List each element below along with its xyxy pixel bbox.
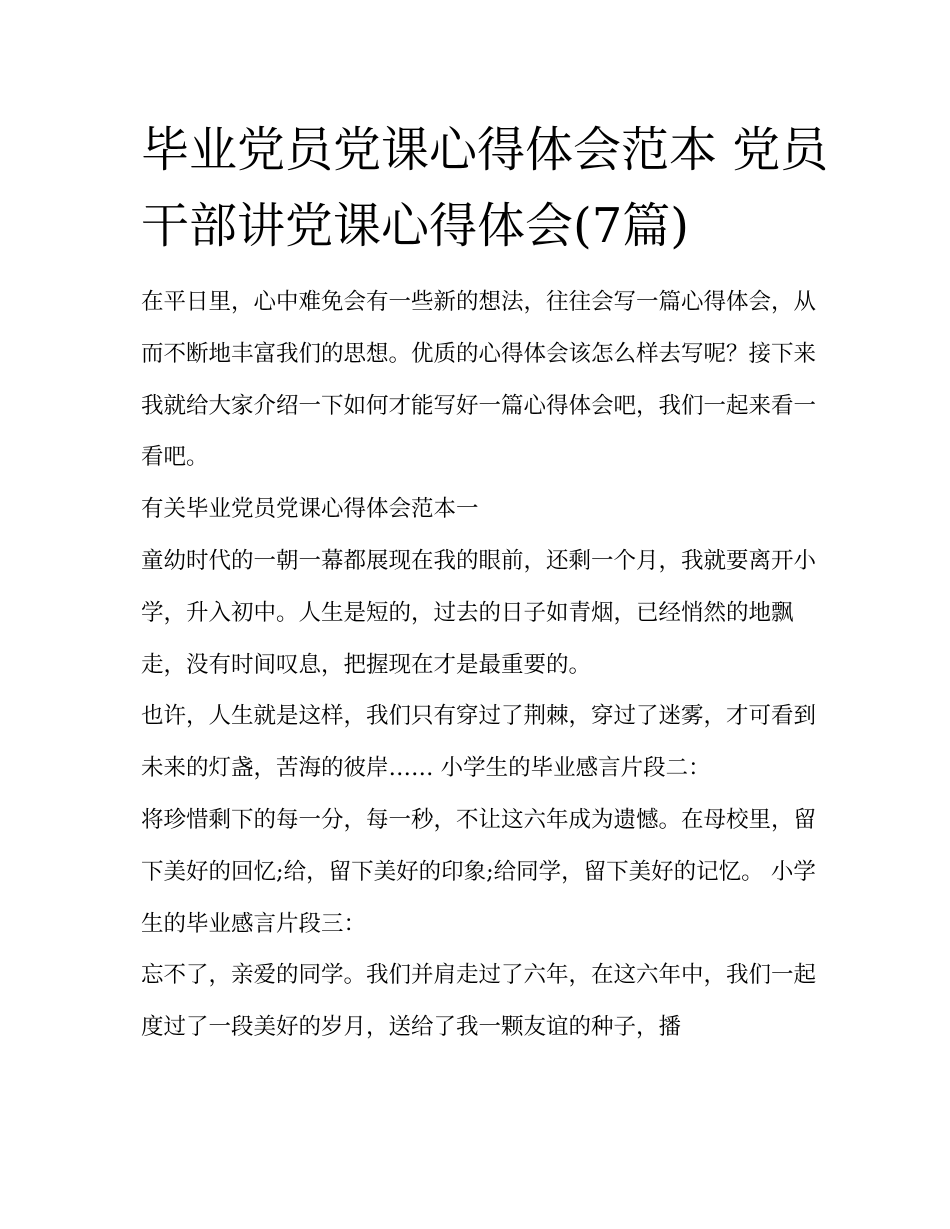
- paragraph: 忘不了，亲爱的同学。我们并肩走过了六年，在这六年中，我们一起度过了一段美好的岁月，送给了我一颗友谊的种子，播: [141, 962, 817, 1041]
- paragraph: 童幼时代的一朝一幕都展现在我的眼前，还剩一个月，我就要离开小学，升入初中。人生是短的，过去的日子如青烟，已经悄然的地飘走，没有时间叹息，把握现在才是最重要的。: [141, 547, 817, 678]
- paragraph: 将珍惜剩下的每一分，每一秒，不让这六年成为遗憾。在母校里，留下美好的回忆;给，留下美好的印象;给同学，留下美好的记忆。 小学生的毕业感言片段三：: [141, 806, 817, 937]
- section-heading: 有关毕业党员党课心得体会范本一: [141, 496, 479, 523]
- document-title: 毕业党员党课心得体会范本 党员干部讲党课心得体会(7篇): [141, 122, 829, 254]
- document-body: [141, 277, 821, 1054]
- paragraph-intro: 在平日里，心中难免会有一些新的想法，往往会写一篇心得体会，从而不断地丰富我们的思想。优质的心得体会该怎么样去写呢？接下来我就给大家介绍一下如何才能写好一篇心得体会吧，我们一起来看一看吧。: [141, 289, 817, 471]
- paragraph: 也许，人生就是这样，我们只有穿过了荆棘，穿过了迷雾，才可看到未来的灯盏，苦海的彼岸…… 小学生的毕业感言片段二：: [141, 703, 817, 782]
